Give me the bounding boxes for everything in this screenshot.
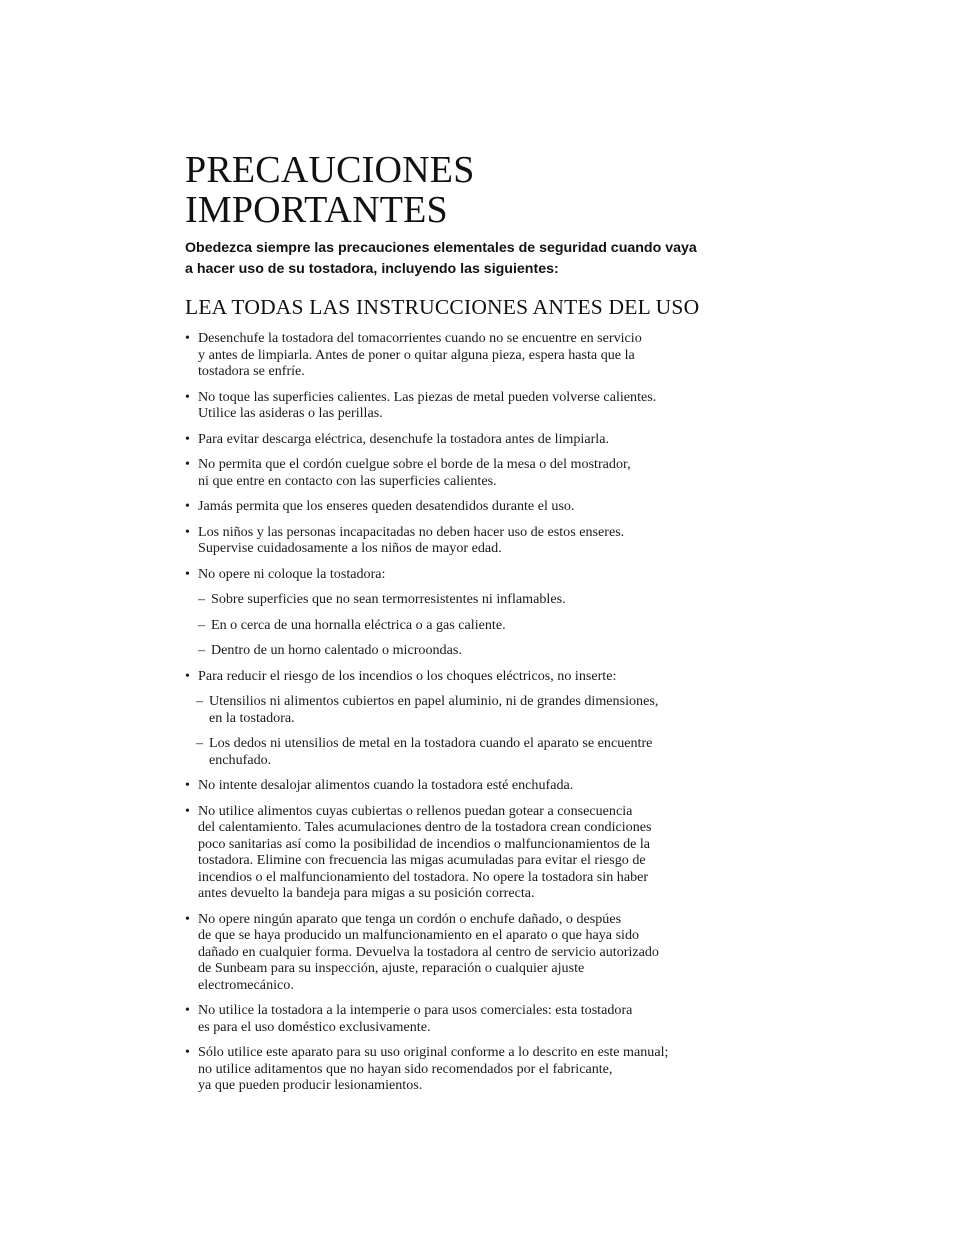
list-item-text: No opere ningún aparato que tenga un cordón o enchufe dañado, o despúes de que se haya producido un malfuncionamiento en el aparato o que haya sido dañado en cualquier forma. Devuelva la tostadora al centro de servicio autorizado de Sunbeam para su inspección, ajuste, reparación o cualquier ajuste electromecánico. [198, 910, 659, 993]
list-item-text: En o cerca de una hornalla eléctrica o a gas caliente. [211, 616, 506, 633]
list-item [185, 389, 745, 422]
list-item [185, 330, 745, 380]
list-item-text: Desenchufe la tostadora del tomacorrientes cuando no se encuentre en servicio y antes de limpiarla. Antes de poner o quitar alguna pieza, espera hasta que la tostadora se enfríe. [198, 330, 642, 379]
precautions-list [185, 330, 745, 1094]
list-item-text: Los dedos ni utensilios de metal en la tostadora cuando el aparato se encuentre enchufado. [209, 735, 653, 768]
sub-list-item [185, 617, 745, 634]
list-item-text: No opere ni coloque la tostadora: [198, 565, 386, 582]
list-item-text: No permita que el cordón cuelgue sobre el borde de la mesa o del mostrador, ni que entre en contacto con las superficies calientes. [198, 456, 631, 489]
dash-marker: – [198, 591, 206, 607]
sub-list-item [185, 591, 745, 608]
bullet-marker: • [185, 430, 190, 447]
list-item-text: No toque las superficies calientes. Las piezas de metal pueden volverse calientes. Utilice las asideras o las perillas. [198, 388, 657, 421]
list-item-text: No utilice la tostadora a la intemperie o para usos comerciales: esta tostadora es para el uso doméstico exclusivamente. [198, 1002, 633, 1035]
list-item-text: Para reducir el riesgo de los incendios o los choques eléctricos, no inserte: [198, 667, 617, 684]
bullet-marker: • [185, 1002, 190, 1018]
bullet-marker: • [185, 1044, 190, 1060]
sub-list-item [185, 642, 745, 659]
list-item [185, 566, 745, 583]
list-item [185, 668, 745, 685]
bullet-marker: • [185, 330, 190, 346]
bullet-marker: • [185, 498, 190, 514]
dash-marker: – [198, 616, 206, 633]
list-item-text: Para evitar descarga eléctrica, desenchufe la tostadora antes de limpiarla. [198, 430, 609, 447]
list-item-text: Sobre superficies que no sean termorresistentes ni inflamables. [211, 591, 566, 607]
sub-list-item [185, 693, 745, 726]
bullet-marker: • [185, 667, 190, 684]
bullet-marker: • [185, 777, 190, 793]
bullet-marker: • [185, 565, 190, 582]
section-heading: LEA TODAS LAS INSTRUCCIONES ANTES DEL USO [185, 295, 700, 319]
list-item-text: Utensilios ni alimentos cubiertos en papel aluminio, ni de grandes dimensiones, en la tostadora. [209, 693, 659, 726]
list-item [185, 803, 745, 902]
list-item-text: No utilice alimentos cuyas cubiertas o rellenos puedan gotear a consecuencia del calentamiento. Tales acumulaciones dentro de la tostadora crean condiciones poco sanitarias así como la posibilidad de incendios o malfuncionamientos de la tostadora. Elimine con frecuencia las migas acumuladas para evitar el riesgo de incendios o el malfuncionamiento del tostadora. No opere la tostadora sin haber antes devuelto la bandeja para migas a su posición correcta. [198, 802, 652, 901]
dash-marker: – [196, 693, 204, 709]
page-title: PRECAUCIONES IMPORTANTES [185, 149, 475, 231]
list-item [185, 456, 745, 489]
bullet-marker: • [185, 456, 190, 472]
list-item-text: No intente desalojar alimentos cuando la tostadora esté enchufada. [198, 777, 574, 793]
list-item [185, 1002, 745, 1035]
bullet-marker: • [185, 523, 190, 540]
bullet-marker: • [185, 910, 190, 927]
document-page [185, 150, 745, 1103]
bullet-marker: • [185, 388, 190, 405]
list-item [185, 1044, 745, 1094]
list-item [185, 777, 745, 794]
list-item-text: Los niños y las personas incapacitadas no deben hacer uso de estos enseres. Supervise cuidadosamente a los niños de mayor edad. [198, 523, 625, 556]
dash-marker: – [196, 735, 204, 751]
list-item-text: Sólo utilice este aparato para su uso original conforme a lo descrito en este manual; no utilice aditamentos que no hayan sido recomendados por el fabricante, ya que pueden producir lesionamientos. [198, 1044, 669, 1093]
sub-list-item [185, 735, 745, 768]
list-item [185, 524, 745, 557]
intro-text: Obedezca siempre las precauciones elementales de seguridad cuando vaya a hacer uso de su tostadora, incluyendo las siguientes: [185, 240, 697, 277]
list-item [185, 498, 745, 515]
bullet-marker: • [185, 802, 190, 819]
list-item-text: Jamás permita que los enseres queden desatendidos durante el uso. [198, 498, 575, 514]
list-item [185, 431, 745, 448]
dash-marker: – [198, 642, 206, 658]
list-item-text: Dentro de un horno calentado o microondas. [211, 642, 462, 658]
list-item [185, 911, 745, 994]
